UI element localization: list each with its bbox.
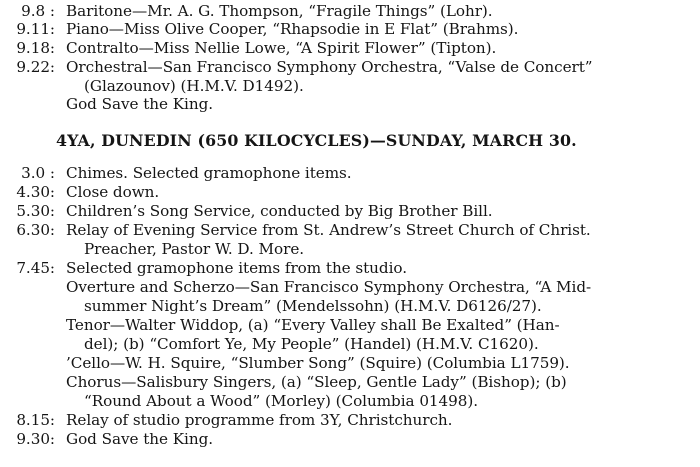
time-label: 8.15: <box>16 411 55 429</box>
programme-line <box>0 296 700 316</box>
programme-sub-entry: Tenor—Walter Widdop, (a) “Every Valley shall Be Exalted” (Han- <box>66 316 560 334</box>
programme-entry: Children’s Song Service, conducted by Big Brother Bill. <box>66 202 493 220</box>
time-label: 3.0 : <box>21 164 55 182</box>
programme-line <box>0 429 700 449</box>
programme-line <box>0 182 700 202</box>
programme-line <box>0 410 700 430</box>
time-label: 9.8 : <box>21 2 55 20</box>
time-label: 6.30: <box>16 221 55 239</box>
programme-line <box>0 258 700 278</box>
time-label: 7.45: <box>16 259 55 277</box>
programme-sub-entry-continuation: summer Night’s Dream” (Mendelssohn) (H.M.V. D6126/27). <box>84 297 542 315</box>
programme-line <box>0 239 700 259</box>
time-label: 9.18: <box>16 39 55 57</box>
programme-line <box>0 220 700 240</box>
programme-line <box>0 334 700 354</box>
programme-entry: Baritone—Mr. A. G. Thompson, “Fragile Things” (Lohr). <box>66 2 493 20</box>
programme-entry: Piano—Miss Olive Cooper, “Rhapsodie in E Flat” (Brahms). <box>66 20 519 38</box>
programme-line <box>0 391 700 411</box>
programme-line <box>0 315 700 335</box>
programme-sub-entry: ’Cello—W. H. Squire, “Slumber Song” (Squire) (Columbia L1759). <box>66 354 570 372</box>
programme-sub-entry-continuation: del); (b) “Comfort Ye, My People” (Handel) (H.M.V. C1620). <box>84 335 539 353</box>
programme-line <box>0 94 700 114</box>
programme-entry: Contralto—Miss Nellie Lowe, “A Spirit Flower” (Tipton). <box>66 39 497 57</box>
time-label: 9.30: <box>16 430 55 448</box>
programme-line <box>0 353 700 373</box>
programme-sub-entry: Overture and Scherzo—San Francisco Symphony Orchestra, “A Mid- <box>66 278 592 296</box>
programme-entry: Relay of Evening Service from St. Andrew’s Street Church of Christ. <box>66 221 591 239</box>
programme-entry-continuation: Preacher, Pastor W. D. More. <box>84 240 305 258</box>
programme-entry: Close down. <box>66 183 160 201</box>
time-label: 5.30: <box>16 202 55 220</box>
station-heading: 4YA, DUNEDIN (650 KILOCYCLES)—SUNDAY, MARCH 30. <box>56 131 577 150</box>
programme-entry: Chimes. Selected gramophone items. <box>66 164 352 182</box>
programme-line <box>0 1 700 21</box>
programme-entry: Relay of studio programme from 3Y, Christchurch. <box>66 411 453 429</box>
programme-sub-entry-continuation: “Round About a Wood” (Morley) (Columbia 01498). <box>84 392 479 410</box>
programme-line <box>0 76 700 96</box>
programme-entry: Orchestral—San Francisco Symphony Orchestra, “Valse de Concert” <box>66 58 593 76</box>
programme-sub-entry: Chorus—Salisbury Singers, (a) “Sleep, Gentle Lady” (Bishop); (b) <box>66 373 567 391</box>
programme-line <box>0 201 700 221</box>
time-label: 9.22: <box>16 58 55 76</box>
programme-line <box>0 19 700 39</box>
programme-line <box>0 163 700 183</box>
programme-entry-continuation: (Glazounov) (H.M.V. D1492). <box>84 77 304 95</box>
programme-line <box>0 372 700 392</box>
programme-line <box>0 277 700 297</box>
programme-entry: Selected gramophone items from the studio. <box>66 259 407 277</box>
programme-entry: God Save the King. <box>66 95 214 113</box>
time-label: 4.30: <box>16 183 55 201</box>
time-label: 9.11: <box>16 20 55 38</box>
programme-line <box>0 57 700 77</box>
programme-line <box>0 38 700 58</box>
programme-entry: God Save the King. <box>66 430 214 448</box>
